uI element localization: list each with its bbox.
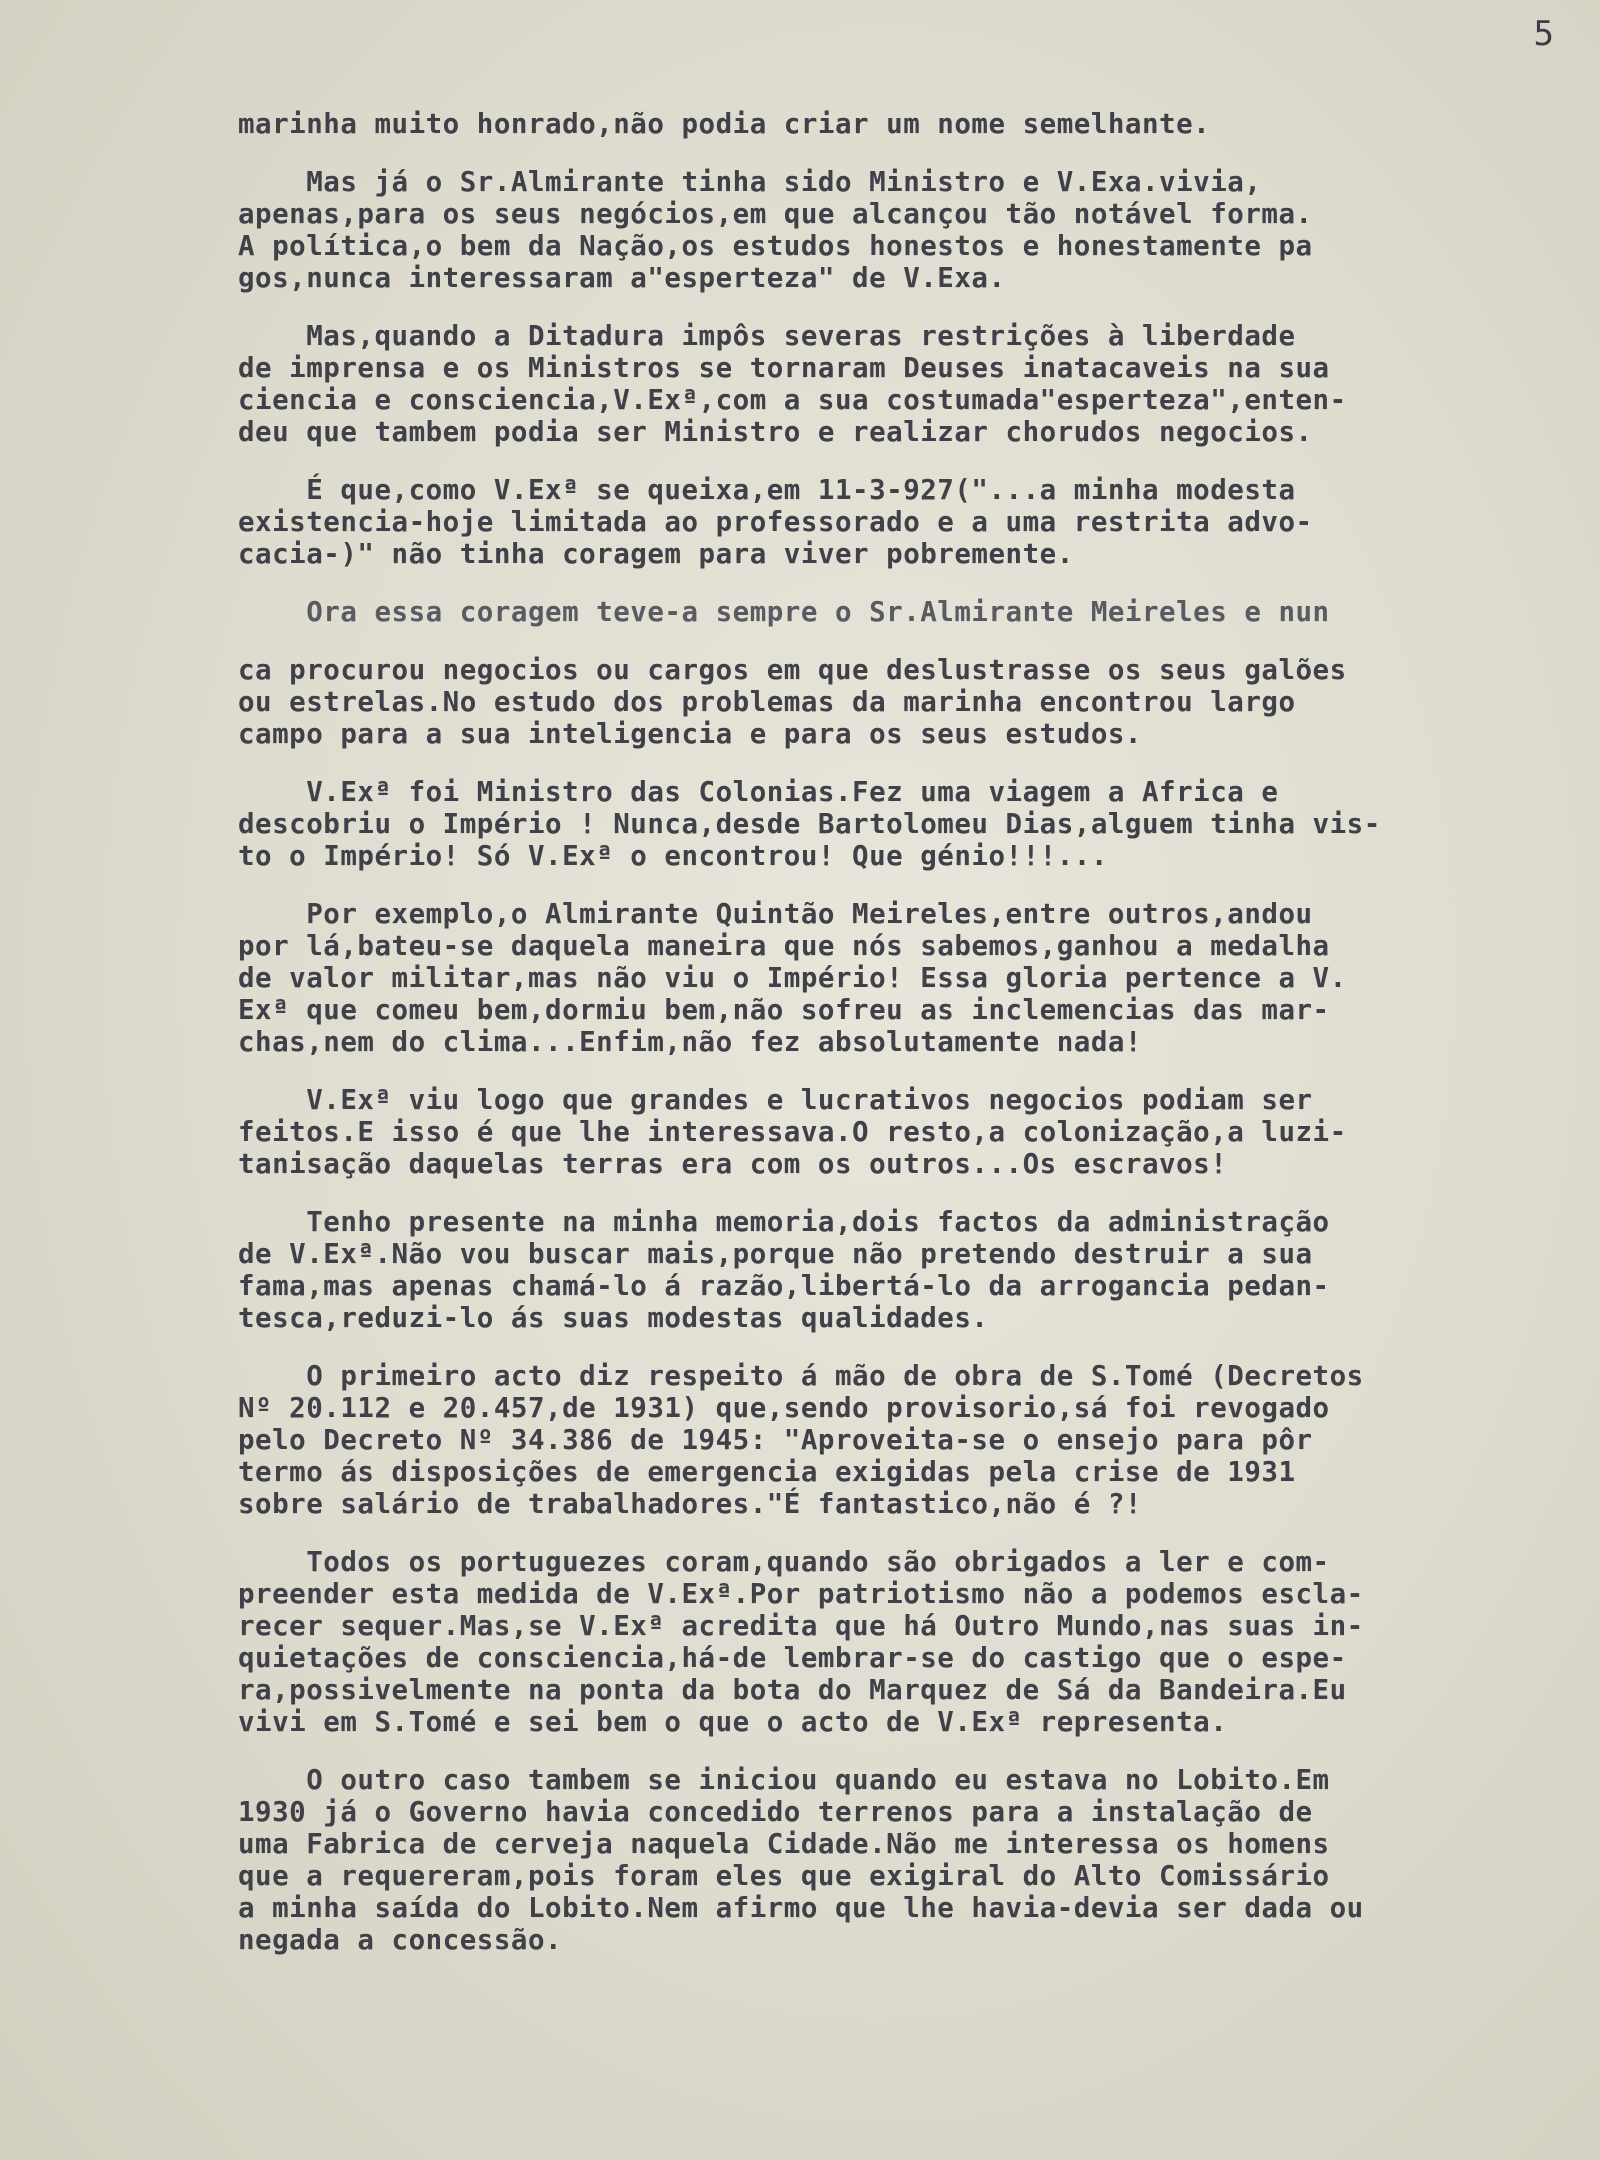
text-line: quietações de consciencia,há-de lembrar-se do castigo que o espe- <box>238 1642 1347 1674</box>
text-line: de imprensa e os Ministros se tornaram Deuses inatacaveis na sua <box>238 352 1330 384</box>
text-line: A política,o bem da Nação,os estudos honestos e honestamente pa <box>238 230 1313 262</box>
text-line: negada a concessão. <box>238 1924 563 1956</box>
text-line: 1930 já o Governo havia concedido terrenos para a instalação de <box>238 1796 1313 1828</box>
text-line: Mas,quando a Ditadura impôs severas restrições à liberdade <box>238 320 1296 352</box>
text-line: V.Exª foi Ministro das Colonias.Fez uma viagem a Africa e <box>238 776 1279 808</box>
text-line: tanisação daquelas terras era com os outros...Os escravos! <box>238 1148 1228 1180</box>
text-line: sobre salário de trabalhadores."É fantastico,não é ?! <box>238 1488 1142 1520</box>
paragraph-11 <box>238 1360 1558 1520</box>
paragraph-7 <box>238 776 1558 872</box>
text-line: tesca,reduzi-lo ás suas modestas qualidades. <box>238 1302 989 1334</box>
text-line: vivi em S.Tomé e sei bem o que o acto de V.Exª representa. <box>238 1706 1228 1738</box>
text-line: Por exemplo,o Almirante Quintão Meireles,entre outros,andou <box>238 898 1313 930</box>
text-line: de V.Exª.Não vou buscar mais,porque não pretendo destruir a sua <box>238 1238 1313 1270</box>
text-line: cacia-)" não tinha coragem para viver pobremente. <box>238 538 1074 570</box>
text-line: termo ás disposições de emergencia exigidas pela crise de 1931 <box>238 1456 1296 1488</box>
text-line: feitos.E isso é que lhe interessava.O resto,a colonização,a luzi- <box>238 1116 1347 1148</box>
text-line: fama,mas apenas chamá-lo á razão,libertá-lo da arrogancia pedan- <box>238 1270 1330 1302</box>
text-line: gos,nunca interessaram a"esperteza" de V.Exa. <box>238 262 1006 294</box>
text-line: chas,nem do clima...Enfim,não fez absolutamente nada! <box>238 1026 1142 1058</box>
text-line: por lá,bateu-se daquela maneira que nós sabemos,ganhou a medalha <box>238 930 1330 962</box>
text-line: ra,possivelmente na ponta da bota do Marquez de Sá da Bandeira.Eu <box>238 1674 1347 1706</box>
text-line: Exª que comeu bem,dormiu bem,não sofreu as inclemencias das mar- <box>238 994 1330 1026</box>
text-line: de valor militar,mas não viu o Império! Essa gloria pertence a V. <box>238 962 1347 994</box>
text-line: preender esta medida de V.Exª.Por patriotismo não a podemos escla- <box>238 1578 1364 1610</box>
text-line: existencia-hoje limitada ao professorado e a uma restrita advo- <box>238 506 1313 538</box>
text-line: a minha saída do Lobito.Nem afirmo que lhe havia-devia ser dada ou <box>238 1892 1364 1924</box>
paragraph-13 <box>238 1764 1558 1956</box>
text-line: Nº 20.112 e 20.457,de 1931) que,sendo provisorio,sá foi revogado <box>238 1392 1330 1424</box>
text-line: que a requereram,pois foram eles que exigiral do Alto Comissário <box>238 1860 1330 1892</box>
paragraph-9 <box>238 1084 1558 1180</box>
text-line: marinha muito honrado,não podia criar um nome semelhante. <box>238 108 1211 140</box>
text-line: É que,como V.Exª se queixa,em 11-3-927("...a minha modesta <box>238 474 1296 506</box>
text-line: Todos os portuguezes coram,quando são obrigados a ler e com- <box>238 1546 1330 1578</box>
text-line: ou estrelas.No estudo dos problemas da marinha encontrou largo <box>238 686 1296 718</box>
paragraph-3 <box>238 320 1558 448</box>
text-line: ca procurou negocios ou cargos em que deslustrasse os seus galões <box>238 654 1347 686</box>
text-line: recer sequer.Mas,se V.Exª acredita que há Outro Mundo,nas suas in- <box>238 1610 1364 1642</box>
text-line: to o Império! Só V.Exª o encontrou! Que génio!!!... <box>238 840 1108 872</box>
letter-body <box>238 108 1558 1982</box>
paragraph-10 <box>238 1206 1558 1334</box>
text-line: O outro caso tambem se iniciou quando eu estava no Lobito.Em <box>238 1764 1330 1796</box>
text-line: Ora essa coragem teve-a sempre o Sr.Almirante Meireles e nun <box>238 596 1330 628</box>
paragraph-8 <box>238 898 1558 1058</box>
text-line: apenas,para os seus negócios,em que alcançou tão notável forma. <box>238 198 1313 230</box>
paragraph-1 <box>238 108 1558 140</box>
text-line: descobriu o Império ! Nunca,desde Bartolomeu Dias,alguem tinha vis- <box>238 808 1381 840</box>
text-line: campo para a sua inteligencia e para os seus estudos. <box>238 718 1142 750</box>
paragraph-12 <box>238 1546 1558 1738</box>
text-line: Mas já o Sr.Almirante tinha sido Ministro e V.Exa.vivia, <box>238 166 1262 198</box>
text-line: V.Exª viu logo que grandes e lucrativos negocios podiam ser <box>238 1084 1313 1116</box>
paragraph-4 <box>238 474 1558 570</box>
paragraph-5 <box>238 596 1558 628</box>
text-line: ciencia e consciencia,V.Exª,com a sua costumada"esperteza",enten- <box>238 384 1347 416</box>
text-line: deu que tambem podia ser Ministro e realizar chorudos negocios. <box>238 416 1313 448</box>
text-line: pelo Decreto Nº 34.386 de 1945: "Aproveita-se o ensejo para pôr <box>238 1424 1313 1456</box>
text-line: O primeiro acto diz respeito á mão de obra de S.Tomé (Decretos <box>238 1360 1364 1392</box>
paragraph-6 <box>238 654 1558 750</box>
text-line: Tenho presente na minha memoria,dois factos da administração <box>238 1206 1330 1238</box>
text-line: uma Fabrica de cerveja naquela Cidade.Não me interessa os homens <box>238 1828 1330 1860</box>
page-number: 5 <box>1533 14 1554 54</box>
paragraph-2 <box>238 166 1558 294</box>
